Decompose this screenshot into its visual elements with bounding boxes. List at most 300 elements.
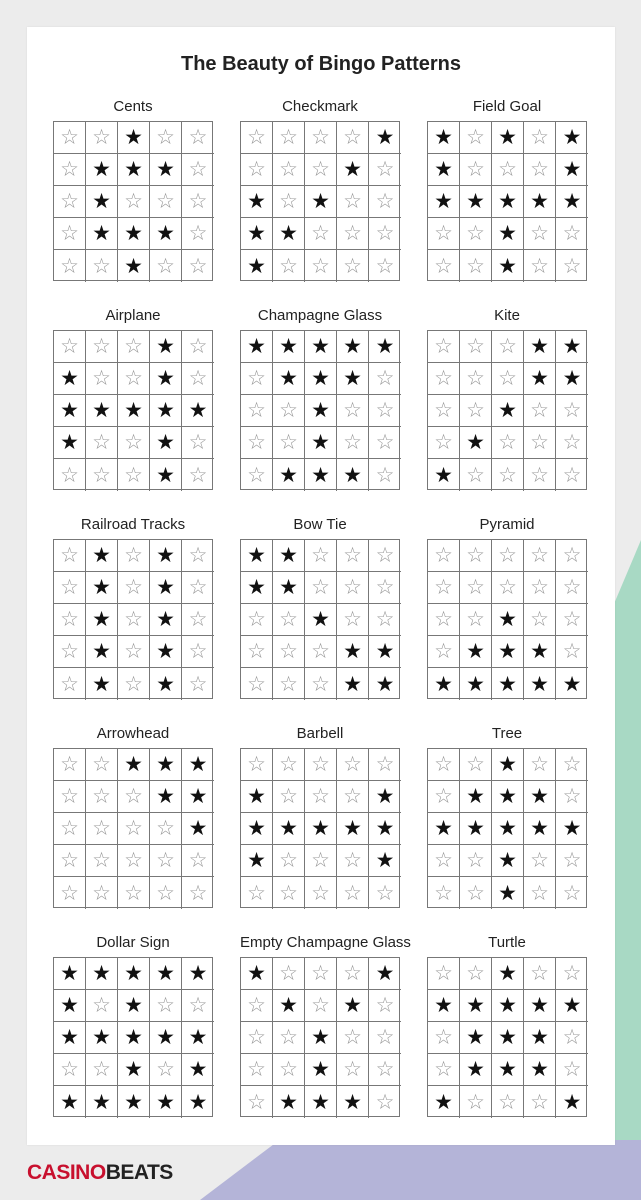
outline-star-icon: ☆ [273, 250, 305, 282]
outline-star-icon: ☆ [460, 395, 492, 427]
outline-star-icon: ☆ [54, 877, 86, 909]
filled-star-icon: ★ [369, 845, 401, 877]
filled-star-icon: ★ [118, 250, 150, 282]
outline-star-icon: ☆ [273, 427, 305, 459]
outline-star-icon: ☆ [305, 668, 337, 700]
outline-star-icon: ☆ [460, 572, 492, 604]
pattern-name: Turtle [488, 934, 526, 951]
filled-star-icon: ★ [118, 1022, 150, 1054]
outline-star-icon: ☆ [118, 845, 150, 877]
outline-star-icon: ☆ [375, 1090, 395, 1114]
bingo-grid [240, 748, 400, 908]
outline-star-icon: ☆ [273, 636, 305, 668]
outline-star-icon: ☆ [337, 749, 369, 781]
outline-star-icon: ☆ [556, 749, 588, 781]
outline-star-icon: ☆ [524, 154, 556, 186]
outline-star-icon: ☆ [241, 122, 273, 154]
outline-star-icon: ☆ [337, 540, 369, 572]
outline-star-icon: ☆ [337, 218, 369, 250]
outline-star-icon: ☆ [460, 154, 492, 186]
pattern-name: Bow Tie [293, 516, 347, 533]
outline-star-icon: ☆ [524, 877, 556, 909]
filled-star-icon: ★ [524, 636, 556, 668]
outline-star-icon: ☆ [337, 781, 369, 813]
outline-star-icon: ☆ [241, 395, 273, 427]
outline-star-icon: ☆ [118, 363, 150, 395]
outline-star-icon: ☆ [273, 781, 305, 813]
outline-star-icon: ☆ [182, 990, 214, 1022]
outline-star-icon: ☆ [492, 363, 524, 395]
filled-star-icon: ★ [460, 636, 492, 668]
pattern-card [240, 305, 400, 490]
outline-star-icon: ☆ [54, 749, 86, 781]
filled-star-icon: ★ [86, 154, 118, 186]
pattern-name: Dollar Sign [96, 934, 170, 951]
filled-star-icon: ★ [460, 813, 492, 845]
outline-star-icon: ☆ [118, 604, 150, 636]
outline-star-icon: ☆ [337, 186, 369, 218]
filled-star-icon: ★ [524, 331, 556, 363]
outline-star-icon: ☆ [86, 250, 118, 282]
outline-star-icon: ☆ [305, 958, 337, 990]
filled-star-icon: ★ [241, 813, 273, 845]
outline-star-icon: ☆ [369, 186, 401, 218]
outline-star-icon: ☆ [428, 218, 460, 250]
filled-star-icon: ★ [54, 958, 86, 990]
outline-star-icon: ☆ [54, 250, 86, 282]
pattern-card [53, 514, 213, 699]
filled-star-icon: ★ [305, 186, 337, 218]
filled-star-icon: ★ [118, 395, 150, 427]
outline-star-icon: ☆ [556, 604, 588, 636]
outline-star-icon: ☆ [182, 122, 214, 154]
outline-star-icon: ☆ [556, 218, 588, 250]
filled-star-icon: ★ [337, 154, 369, 186]
outline-star-icon: ☆ [524, 459, 556, 491]
filled-star-icon: ★ [182, 781, 214, 813]
outline-star-icon: ☆ [460, 250, 492, 282]
outline-star-icon: ☆ [492, 1086, 524, 1118]
outline-star-icon: ☆ [428, 331, 460, 363]
filled-star-icon: ★ [492, 186, 524, 218]
filled-star-icon: ★ [524, 363, 556, 395]
outline-star-icon: ☆ [305, 572, 337, 604]
outline-star-icon: ☆ [241, 363, 273, 395]
bingo-grid [53, 330, 213, 490]
outline-star-icon: ☆ [241, 990, 273, 1022]
filled-star-icon: ★ [118, 1054, 150, 1086]
filled-star-icon: ★ [369, 122, 401, 154]
outline-star-icon: ☆ [562, 881, 582, 905]
filled-star-icon: ★ [273, 363, 305, 395]
filled-star-icon: ★ [460, 781, 492, 813]
outline-star-icon: ☆ [86, 331, 118, 363]
filled-star-icon: ★ [337, 636, 369, 668]
filled-star-icon: ★ [460, 1022, 492, 1054]
outline-star-icon: ☆ [369, 427, 401, 459]
filled-star-icon: ★ [182, 958, 214, 990]
pattern-card [240, 723, 400, 908]
outline-star-icon: ☆ [524, 395, 556, 427]
filled-star-icon: ★ [241, 572, 273, 604]
outline-star-icon: ☆ [118, 572, 150, 604]
filled-star-icon: ★ [556, 122, 588, 154]
outline-star-icon: ☆ [428, 604, 460, 636]
outline-star-icon: ☆ [428, 572, 460, 604]
outline-star-icon: ☆ [54, 604, 86, 636]
filled-star-icon: ★ [241, 186, 273, 218]
filled-star-icon: ★ [86, 186, 118, 218]
filled-star-icon: ★ [241, 958, 273, 990]
outline-star-icon: ☆ [369, 218, 401, 250]
outline-star-icon: ☆ [369, 1022, 401, 1054]
outline-star-icon: ☆ [86, 459, 118, 491]
outline-star-icon: ☆ [428, 749, 460, 781]
filled-star-icon: ★ [524, 781, 556, 813]
outline-star-icon: ☆ [337, 604, 369, 636]
filled-star-icon: ★ [305, 331, 337, 363]
filled-star-icon: ★ [273, 331, 305, 363]
filled-star-icon: ★ [492, 395, 524, 427]
filled-star-icon: ★ [273, 813, 305, 845]
outline-star-icon: ☆ [428, 1054, 460, 1086]
outline-star-icon: ☆ [337, 1054, 369, 1086]
outline-star-icon: ☆ [369, 572, 401, 604]
filled-star-icon: ★ [492, 1022, 524, 1054]
outline-star-icon: ☆ [188, 254, 208, 278]
pattern-card [240, 514, 400, 699]
filled-star-icon: ★ [524, 1054, 556, 1086]
outline-star-icon: ☆ [460, 958, 492, 990]
outline-star-icon: ☆ [118, 636, 150, 668]
filled-star-icon: ★ [492, 845, 524, 877]
filled-star-icon: ★ [86, 958, 118, 990]
outline-star-icon: ☆ [305, 749, 337, 781]
outline-star-icon: ☆ [524, 218, 556, 250]
filled-star-icon: ★ [305, 363, 337, 395]
filled-star-icon: ★ [86, 636, 118, 668]
filled-star-icon: ★ [86, 1022, 118, 1054]
outline-star-icon: ☆ [86, 845, 118, 877]
outline-star-icon: ☆ [460, 363, 492, 395]
outline-star-icon: ☆ [150, 990, 182, 1022]
outline-star-icon: ☆ [188, 672, 208, 696]
filled-star-icon: ★ [492, 122, 524, 154]
filled-star-icon: ★ [54, 395, 86, 427]
filled-star-icon: ★ [182, 395, 214, 427]
outline-star-icon: ☆ [337, 877, 369, 909]
outline-star-icon: ☆ [118, 459, 150, 491]
bingo-grid [240, 330, 400, 490]
filled-star-icon: ★ [428, 122, 460, 154]
filled-star-icon: ★ [182, 1022, 214, 1054]
outline-star-icon: ☆ [305, 636, 337, 668]
outline-star-icon: ☆ [241, 459, 273, 491]
filled-star-icon: ★ [118, 990, 150, 1022]
outline-star-icon: ☆ [460, 1086, 492, 1118]
filled-star-icon: ★ [369, 636, 401, 668]
filled-star-icon: ★ [460, 1054, 492, 1086]
outline-star-icon: ☆ [524, 250, 556, 282]
outline-star-icon: ☆ [86, 749, 118, 781]
outline-star-icon: ☆ [492, 572, 524, 604]
filled-star-icon: ★ [492, 668, 524, 700]
bingo-grid [240, 957, 400, 1117]
filled-star-icon: ★ [188, 1090, 208, 1114]
filled-star-icon: ★ [54, 363, 86, 395]
filled-star-icon: ★ [492, 250, 524, 282]
filled-star-icon: ★ [86, 218, 118, 250]
filled-star-icon: ★ [86, 572, 118, 604]
filled-star-icon: ★ [492, 604, 524, 636]
pattern-card [53, 932, 213, 1117]
filled-star-icon: ★ [337, 813, 369, 845]
outline-star-icon: ☆ [273, 604, 305, 636]
filled-star-icon: ★ [118, 122, 150, 154]
filled-star-icon: ★ [150, 427, 182, 459]
outline-star-icon: ☆ [305, 845, 337, 877]
outline-star-icon: ☆ [460, 749, 492, 781]
outline-star-icon: ☆ [524, 1086, 556, 1118]
filled-star-icon: ★ [150, 604, 182, 636]
outline-star-icon: ☆ [428, 363, 460, 395]
outline-star-icon: ☆ [54, 572, 86, 604]
filled-star-icon: ★ [273, 540, 305, 572]
bingo-grid [240, 539, 400, 699]
outline-star-icon: ☆ [337, 395, 369, 427]
pattern-card [240, 96, 400, 281]
filled-star-icon: ★ [524, 990, 556, 1022]
outline-star-icon: ☆ [150, 877, 182, 909]
outline-star-icon: ☆ [492, 154, 524, 186]
outline-star-icon: ☆ [556, 395, 588, 427]
outline-star-icon: ☆ [524, 572, 556, 604]
outline-star-icon: ☆ [182, 154, 214, 186]
outline-star-icon: ☆ [369, 1054, 401, 1086]
outline-star-icon: ☆ [460, 604, 492, 636]
outline-star-icon: ☆ [54, 186, 86, 218]
filled-star-icon: ★ [428, 668, 460, 700]
bingo-grid [240, 121, 400, 281]
bingo-grid [427, 957, 587, 1117]
pattern-name: Airplane [105, 307, 161, 324]
filled-star-icon: ★ [375, 672, 395, 696]
outline-star-icon: ☆ [182, 540, 214, 572]
outline-star-icon: ☆ [241, 877, 273, 909]
bingo-grid [427, 539, 587, 699]
filled-star-icon: ★ [524, 1022, 556, 1054]
pattern-card [53, 96, 213, 281]
outline-star-icon: ☆ [150, 186, 182, 218]
outline-star-icon: ☆ [524, 540, 556, 572]
filled-star-icon: ★ [86, 540, 118, 572]
filled-star-icon: ★ [86, 1086, 118, 1118]
filled-star-icon: ★ [337, 363, 369, 395]
bingo-grid [53, 121, 213, 281]
filled-star-icon: ★ [118, 749, 150, 781]
filled-star-icon: ★ [273, 990, 305, 1022]
casinobeats-logo [27, 1161, 173, 1185]
filled-star-icon: ★ [54, 990, 86, 1022]
filled-star-icon: ★ [524, 668, 556, 700]
outline-star-icon: ☆ [241, 1054, 273, 1086]
outline-star-icon: ☆ [54, 459, 86, 491]
filled-star-icon: ★ [150, 459, 182, 491]
outline-star-icon: ☆ [428, 877, 460, 909]
outline-star-icon: ☆ [86, 363, 118, 395]
filled-star-icon: ★ [305, 1086, 337, 1118]
outline-star-icon: ☆ [150, 250, 182, 282]
outline-star-icon: ☆ [337, 122, 369, 154]
filled-star-icon: ★ [492, 636, 524, 668]
filled-star-icon: ★ [428, 990, 460, 1022]
filled-star-icon: ★ [460, 668, 492, 700]
outline-star-icon: ☆ [182, 218, 214, 250]
outline-star-icon: ☆ [428, 958, 460, 990]
pattern-name: Empty Champagne Glass [240, 934, 411, 951]
filled-star-icon: ★ [150, 540, 182, 572]
pattern-card [53, 723, 213, 908]
filled-star-icon: ★ [273, 459, 305, 491]
outline-star-icon: ☆ [460, 845, 492, 877]
outline-star-icon: ☆ [556, 845, 588, 877]
filled-star-icon: ★ [150, 395, 182, 427]
outline-star-icon: ☆ [556, 781, 588, 813]
outline-star-icon: ☆ [562, 463, 582, 487]
filled-star-icon: ★ [305, 1022, 337, 1054]
filled-star-icon: ★ [428, 1086, 460, 1118]
outline-star-icon: ☆ [428, 540, 460, 572]
filled-star-icon: ★ [492, 813, 524, 845]
outline-star-icon: ☆ [369, 154, 401, 186]
page-title: The Beauty of Bingo Patterns [180, 53, 462, 75]
outline-star-icon: ☆ [375, 463, 395, 487]
outline-star-icon: ☆ [428, 636, 460, 668]
outline-star-icon: ☆ [460, 331, 492, 363]
outline-star-icon: ☆ [54, 845, 86, 877]
logo-beats-text: BEATS [105, 1161, 173, 1184]
outline-star-icon: ☆ [273, 186, 305, 218]
outline-star-icon: ☆ [182, 186, 214, 218]
filled-star-icon: ★ [556, 363, 588, 395]
outline-star-icon: ☆ [273, 122, 305, 154]
filled-star-icon: ★ [492, 218, 524, 250]
outline-star-icon: ☆ [524, 845, 556, 877]
filled-star-icon: ★ [86, 668, 118, 700]
outline-star-icon: ☆ [305, 250, 337, 282]
outline-star-icon: ☆ [182, 604, 214, 636]
filled-star-icon: ★ [562, 672, 582, 696]
bingo-grid [427, 330, 587, 490]
pattern-name: Field Goal [472, 98, 542, 115]
filled-star-icon: ★ [492, 990, 524, 1022]
bingo-grid [53, 539, 213, 699]
filled-star-icon: ★ [337, 331, 369, 363]
outline-star-icon: ☆ [524, 604, 556, 636]
outline-star-icon: ☆ [118, 540, 150, 572]
filled-star-icon: ★ [305, 395, 337, 427]
outline-star-icon: ☆ [428, 1022, 460, 1054]
filled-star-icon: ★ [150, 331, 182, 363]
outline-star-icon: ☆ [241, 604, 273, 636]
filled-star-icon: ★ [182, 813, 214, 845]
filled-star-icon: ★ [150, 668, 182, 700]
outline-star-icon: ☆ [241, 636, 273, 668]
outline-star-icon: ☆ [337, 958, 369, 990]
filled-star-icon: ★ [86, 604, 118, 636]
outline-star-icon: ☆ [241, 749, 273, 781]
filled-star-icon: ★ [305, 813, 337, 845]
outline-star-icon: ☆ [86, 427, 118, 459]
outline-star-icon: ☆ [182, 363, 214, 395]
outline-star-icon: ☆ [54, 781, 86, 813]
filled-star-icon: ★ [428, 813, 460, 845]
filled-star-icon: ★ [86, 395, 118, 427]
outline-star-icon: ☆ [337, 250, 369, 282]
outline-star-icon: ☆ [305, 781, 337, 813]
filled-star-icon: ★ [460, 427, 492, 459]
filled-star-icon: ★ [273, 218, 305, 250]
outline-star-icon: ☆ [524, 427, 556, 459]
filled-star-icon: ★ [492, 877, 524, 909]
outline-star-icon: ☆ [118, 877, 150, 909]
filled-star-icon: ★ [54, 1022, 86, 1054]
outline-star-icon: ☆ [86, 122, 118, 154]
filled-star-icon: ★ [428, 186, 460, 218]
outline-star-icon: ☆ [273, 877, 305, 909]
outline-star-icon: ☆ [556, 1022, 588, 1054]
pattern-name: Tree [491, 725, 523, 742]
outline-star-icon: ☆ [54, 154, 86, 186]
pattern-name: Pyramid [479, 516, 535, 533]
filled-star-icon: ★ [150, 218, 182, 250]
filled-star-icon: ★ [118, 958, 150, 990]
outline-star-icon: ☆ [305, 154, 337, 186]
outline-star-icon: ☆ [54, 218, 86, 250]
outline-star-icon: ☆ [369, 540, 401, 572]
pattern-name: Cents [113, 98, 153, 115]
outline-star-icon: ☆ [273, 154, 305, 186]
filled-star-icon: ★ [150, 749, 182, 781]
outline-star-icon: ☆ [241, 1022, 273, 1054]
bingo-grid [427, 748, 587, 908]
filled-star-icon: ★ [337, 459, 369, 491]
filled-star-icon: ★ [305, 459, 337, 491]
outline-star-icon: ☆ [188, 463, 208, 487]
filled-star-icon: ★ [460, 990, 492, 1022]
outline-star-icon: ☆ [556, 427, 588, 459]
filled-star-icon: ★ [150, 363, 182, 395]
background-accent-purple [200, 1140, 641, 1200]
outline-star-icon: ☆ [86, 813, 118, 845]
filled-star-icon: ★ [273, 1086, 305, 1118]
outline-star-icon: ☆ [182, 572, 214, 604]
filled-star-icon: ★ [562, 1090, 582, 1114]
outline-star-icon: ☆ [428, 250, 460, 282]
filled-star-icon: ★ [524, 186, 556, 218]
outline-star-icon: ☆ [150, 1054, 182, 1086]
filled-star-icon: ★ [241, 781, 273, 813]
outline-star-icon: ☆ [273, 1022, 305, 1054]
filled-star-icon: ★ [182, 1054, 214, 1086]
outline-star-icon: ☆ [369, 990, 401, 1022]
outline-star-icon: ☆ [305, 990, 337, 1022]
outline-star-icon: ☆ [150, 845, 182, 877]
filled-star-icon: ★ [556, 990, 588, 1022]
filled-star-icon: ★ [182, 749, 214, 781]
outline-star-icon: ☆ [460, 122, 492, 154]
outline-star-icon: ☆ [369, 749, 401, 781]
